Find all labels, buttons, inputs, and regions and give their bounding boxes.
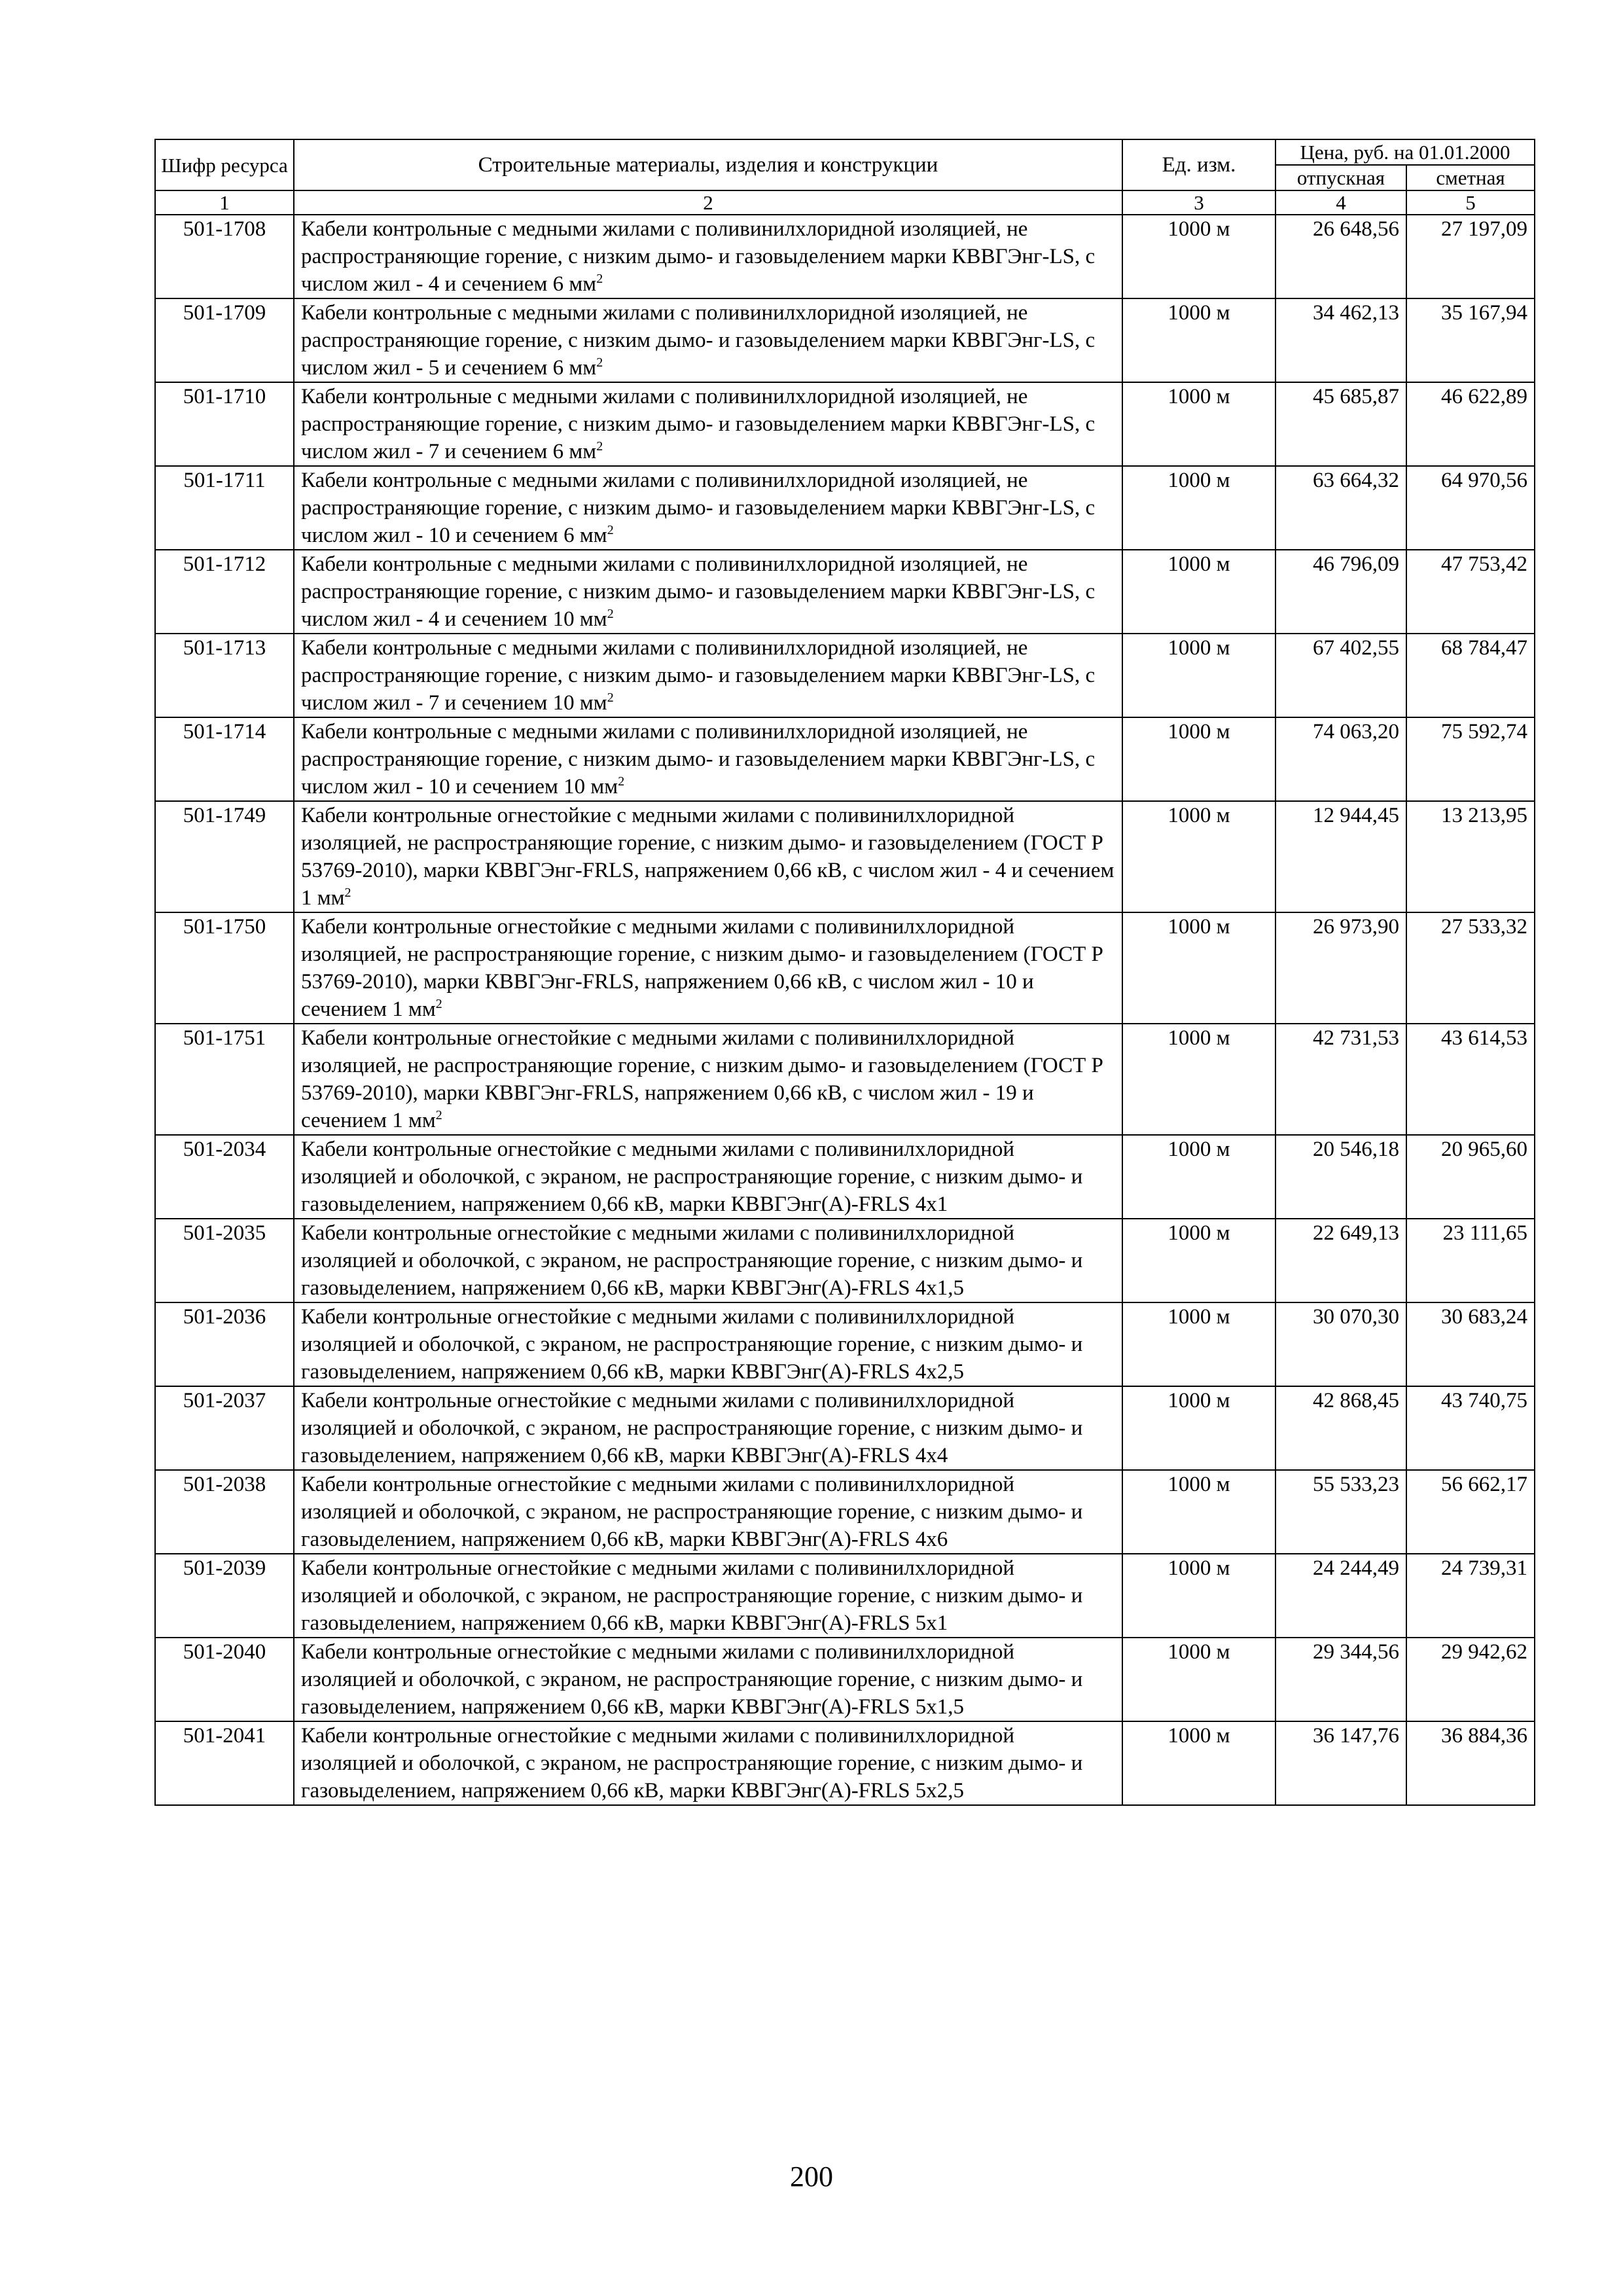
material-name (294, 1135, 1122, 1219)
table-row (155, 1219, 1535, 1302)
material-name (294, 717, 1122, 801)
table-row (155, 382, 1535, 466)
unit-superscript: 2 (435, 997, 442, 1011)
material-name (294, 1302, 1122, 1386)
price-estimate: 20 965,60 (1406, 1135, 1535, 1219)
price-release: 46 796,09 (1275, 550, 1406, 634)
table-row (155, 1554, 1535, 1638)
table-header (155, 139, 1535, 215)
table-row (155, 717, 1535, 801)
unit: 1000 м (1122, 634, 1275, 717)
material-name (294, 912, 1122, 1024)
table-body (155, 215, 1535, 1805)
material-name-text: Кабели контрольные огнестойкие с медными жилами с поливинилхлоридной изоляцией, не распространяющие горение, с низким дымо- и газовыделением (ГОСТ Р 53769-2010), марки КВВГЭнг-FRLS, напряжением 0,66 кВ, с числом жил - 19 и сечением 1 мм (301, 1026, 1103, 1132)
price-release: 29 344,56 (1275, 1638, 1406, 1721)
unit: 1000 м (1122, 1135, 1275, 1219)
unit: 1000 м (1122, 1721, 1275, 1805)
resource-code: 501-2038 (155, 1470, 294, 1554)
material-name (294, 215, 1122, 298)
unit-superscript: 2 (435, 1108, 442, 1122)
price-estimate: 56 662,17 (1406, 1470, 1535, 1554)
column-number: 5 (1406, 190, 1535, 215)
header-price-release: отпускная (1275, 165, 1406, 190)
material-name-text: Кабели контрольные с медными жилами с поливинилхлоридной изоляцией, не распространяющие горение, с низким дымо- и газовыделением марки КВВГЭнг-LS, с числом жил - 7 и сечением 6 мм (301, 385, 1096, 463)
material-name (294, 382, 1122, 466)
material-name (294, 298, 1122, 382)
unit-superscript: 2 (596, 439, 603, 454)
resource-code: 501-1714 (155, 717, 294, 801)
price-release: 24 244,49 (1275, 1554, 1406, 1638)
table-row (155, 1386, 1535, 1470)
price-release: 34 462,13 (1275, 298, 1406, 382)
unit: 1000 м (1122, 1470, 1275, 1554)
unit: 1000 м (1122, 1024, 1275, 1135)
resource-code: 501-1712 (155, 550, 294, 634)
price-estimate: 43 740,75 (1406, 1386, 1535, 1470)
column-number: 4 (1275, 190, 1406, 215)
resource-code: 501-1711 (155, 466, 294, 550)
price-estimate: 43 614,53 (1406, 1024, 1535, 1135)
price-release: 42 731,53 (1275, 1024, 1406, 1135)
price-estimate: 36 884,36 (1406, 1721, 1535, 1805)
resource-code: 501-2039 (155, 1554, 294, 1638)
unit-superscript: 2 (607, 691, 614, 705)
price-table-container (154, 139, 1534, 1806)
material-name-text: Кабели контрольные с медными жилами с поливинилхлоридной изоляцией, не распространяющие горение, с низким дымо- и газовыделением марки КВВГЭнг-LS, с числом жил - 4 и сечением 10 мм (301, 552, 1096, 631)
material-name (294, 801, 1122, 912)
unit: 1000 м (1122, 1638, 1275, 1721)
unit: 1000 м (1122, 298, 1275, 382)
unit: 1000 м (1122, 382, 1275, 466)
unit: 1000 м (1122, 550, 1275, 634)
material-name (294, 1470, 1122, 1554)
unit: 1000 м (1122, 912, 1275, 1024)
resource-code: 501-1750 (155, 912, 294, 1024)
resource-code: 501-2037 (155, 1386, 294, 1470)
price-release: 55 533,23 (1275, 1470, 1406, 1554)
header-name: Строительные материалы, изделия и конструкции (294, 139, 1122, 190)
column-number: 1 (155, 190, 294, 215)
unit-superscript: 2 (596, 272, 603, 286)
price-table (154, 139, 1535, 1806)
price-release: 22 649,13 (1275, 1219, 1406, 1302)
table-row (155, 1470, 1535, 1554)
price-release: 12 944,45 (1275, 801, 1406, 912)
header-unit: Ед. изм. (1122, 139, 1275, 190)
material-name-text: Кабели контрольные огнестойкие с медными жилами с поливинилхлоридной изоляцией и оболочкой, с экраном, не распространяющие горение, с низким дымо- и газовыделением, напряжением 0,66 кВ, марки КВВГЭнг(А)-FRLS 4х4 (301, 1389, 1083, 1467)
column-number: 2 (294, 190, 1122, 215)
unit-superscript: 2 (618, 774, 625, 789)
table-row (155, 1721, 1535, 1805)
header-code: Шифр ресурса (155, 139, 294, 190)
column-number: 3 (1122, 190, 1275, 215)
resource-code: 501-1709 (155, 298, 294, 382)
price-estimate: 23 111,65 (1406, 1219, 1535, 1302)
material-name (294, 1219, 1122, 1302)
material-name-text: Кабели контрольные огнестойкие с медными жилами с поливинилхлоридной изоляцией и оболочкой, с экраном, не распространяющие горение, с низким дымо- и газовыделением, напряжением 0,66 кВ, марки КВВГЭнг(А)-FRLS 5х2,5 (301, 1724, 1083, 1803)
material-name-text: Кабели контрольные огнестойкие с медными жилами с поливинилхлоридной изоляцией и оболочкой, с экраном, не распространяющие горение, с низким дымо- и газовыделением, напряжением 0,66 кВ, марки КВВГЭнг(А)-FRLS 5х1,5 (301, 1640, 1083, 1719)
material-name-text: Кабели контрольные с медными жилами с поливинилхлоридной изоляцией, не распространяющие горение, с низким дымо- и газовыделением марки КВВГЭнг-LS, с числом жил - 10 и сечением 10 мм (301, 720, 1096, 798)
page-number: 200 (790, 2161, 833, 2193)
resource-code: 501-2034 (155, 1135, 294, 1219)
price-release: 45 685,87 (1275, 382, 1406, 466)
material-name-text: Кабели контрольные огнестойкие с медными жилами с поливинилхлоридной изоляцией и оболочкой, с экраном, не распространяющие горение, с низким дымо- и газовыделением, напряжением 0,66 кВ, марки КВВГЭнг(А)-FRLS 5х1 (301, 1556, 1083, 1635)
material-name (294, 1024, 1122, 1135)
price-release: 30 070,30 (1275, 1302, 1406, 1386)
table-row (155, 298, 1535, 382)
price-release: 67 402,55 (1275, 634, 1406, 717)
header-price-estimate: сметная (1406, 165, 1535, 190)
table-row (155, 550, 1535, 634)
column-numbers-row (155, 190, 1535, 215)
table-row (155, 1302, 1535, 1386)
price-release: 63 664,32 (1275, 466, 1406, 550)
material-name (294, 466, 1122, 550)
price-release: 36 147,76 (1275, 1721, 1406, 1805)
price-estimate: 30 683,24 (1406, 1302, 1535, 1386)
unit: 1000 м (1122, 1386, 1275, 1470)
price-estimate: 24 739,31 (1406, 1554, 1535, 1638)
price-release: 26 973,90 (1275, 912, 1406, 1024)
table-row (155, 215, 1535, 298)
material-name-text: Кабели контрольные огнестойкие с медными жилами с поливинилхлоридной изоляцией, не распространяющие горение, с низким дымо- и газовыделением (ГОСТ Р 53769-2010), марки КВВГЭнг-FRLS, напряжением 0,66 кВ, с числом жил - 10 и сечением 1 мм (301, 915, 1103, 1021)
resource-code: 501-2036 (155, 1302, 294, 1386)
resource-code: 501-1749 (155, 801, 294, 912)
table-row (155, 801, 1535, 912)
material-name-text: Кабели контрольные огнестойкие с медными жилами с поливинилхлоридной изоляцией и оболочкой, с экраном, не распространяющие горение, с низким дымо- и газовыделением, напряжением 0,66 кВ, марки КВВГЭнг(А)-FRLS 4х6 (301, 1473, 1083, 1551)
material-name (294, 1554, 1122, 1638)
price-estimate: 64 970,56 (1406, 466, 1535, 550)
resource-code: 501-2040 (155, 1638, 294, 1721)
table-row (155, 1135, 1535, 1219)
table-row (155, 1638, 1535, 1721)
price-release: 74 063,20 (1275, 717, 1406, 801)
price-estimate: 27 197,09 (1406, 215, 1535, 298)
material-name (294, 1721, 1122, 1805)
price-estimate: 68 784,47 (1406, 634, 1535, 717)
material-name-text: Кабели контрольные огнестойкие с медными жилами с поливинилхлоридной изоляцией и оболочкой, с экраном, не распространяющие горение, с низким дымо- и газовыделением, напряжением 0,66 кВ, марки КВВГЭнг(А)-FRLS 4х1 (301, 1138, 1083, 1216)
material-name-text: Кабели контрольные огнестойкие с медными жилами с поливинилхлоридной изоляцией и оболочкой, с экраном, не распространяющие горение, с низким дымо- и газовыделением, напряжением 0,66 кВ, марки КВВГЭнг(А)-FRLS 4х2,5 (301, 1305, 1083, 1384)
table-row (155, 912, 1535, 1024)
table-row (155, 466, 1535, 550)
unit: 1000 м (1122, 466, 1275, 550)
unit-superscript: 2 (607, 523, 614, 537)
price-estimate: 47 753,42 (1406, 550, 1535, 634)
material-name-text: Кабели контрольные огнестойкие с медными жилами с поливинилхлоридной изоляцией, не распространяющие горение, с низким дымо- и газовыделением (ГОСТ Р 53769-2010), марки КВВГЭнг-FRLS, напряжением 0,66 кВ, с числом жил - 4 и сечением 1 мм (301, 804, 1115, 910)
price-release: 26 648,56 (1275, 215, 1406, 298)
unit: 1000 м (1122, 1302, 1275, 1386)
material-name-text: Кабели контрольные с медными жилами с поливинилхлоридной изоляцией, не распространяющие горение, с низким дымо- и газовыделением марки КВВГЭнг-LS, с числом жил - 5 и сечением 6 мм (301, 301, 1096, 380)
price-estimate: 13 213,95 (1406, 801, 1535, 912)
table-row (155, 634, 1535, 717)
unit: 1000 м (1122, 1554, 1275, 1638)
resource-code: 501-1710 (155, 382, 294, 466)
unit-superscript: 2 (596, 355, 603, 370)
resource-code: 501-1751 (155, 1024, 294, 1135)
price-release: 20 546,18 (1275, 1135, 1406, 1219)
price-estimate: 27 533,32 (1406, 912, 1535, 1024)
unit: 1000 м (1122, 215, 1275, 298)
price-estimate: 29 942,62 (1406, 1638, 1535, 1721)
resource-code: 501-2035 (155, 1219, 294, 1302)
material-name (294, 1386, 1122, 1470)
unit: 1000 м (1122, 1219, 1275, 1302)
price-estimate: 35 167,94 (1406, 298, 1535, 382)
material-name-text: Кабели контрольные огнестойкие с медными жилами с поливинилхлоридной изоляцией и оболочкой, с экраном, не распространяющие горение, с низким дымо- и газовыделением, напряжением 0,66 кВ, марки КВВГЭнг(А)-FRLS 4х1,5 (301, 1221, 1083, 1300)
price-estimate: 75 592,74 (1406, 717, 1535, 801)
price-release: 42 868,45 (1275, 1386, 1406, 1470)
unit-superscript: 2 (607, 607, 614, 621)
material-name (294, 1638, 1122, 1721)
unit: 1000 м (1122, 717, 1275, 801)
header-price: Цена, руб. на 01.01.2000 (1275, 139, 1535, 165)
material-name (294, 550, 1122, 634)
resource-code: 501-2041 (155, 1721, 294, 1805)
price-estimate: 46 622,89 (1406, 382, 1535, 466)
resource-code: 501-1713 (155, 634, 294, 717)
material-name-text: Кабели контрольные с медными жилами с поливинилхлоридной изоляцией, не распространяющие горение, с низким дымо- и газовыделением марки КВВГЭнг-LS, с числом жил - 7 и сечением 10 мм (301, 636, 1096, 715)
material-name-text: Кабели контрольные с медными жилами с поливинилхлоридной изоляцией, не распространяющие горение, с низким дымо- и газовыделением марки КВВГЭнг-LS, с числом жил - 4 и сечением 6 мм (301, 217, 1096, 296)
unit: 1000 м (1122, 801, 1275, 912)
material-name (294, 634, 1122, 717)
table-row (155, 1024, 1535, 1135)
resource-code: 501-1708 (155, 215, 294, 298)
material-name-text: Кабели контрольные с медными жилами с поливинилхлоридной изоляцией, не распространяющие горение, с низким дымо- и газовыделением марки КВВГЭнг-LS, с числом жил - 10 и сечением 6 мм (301, 469, 1096, 547)
unit-superscript: 2 (344, 886, 351, 900)
